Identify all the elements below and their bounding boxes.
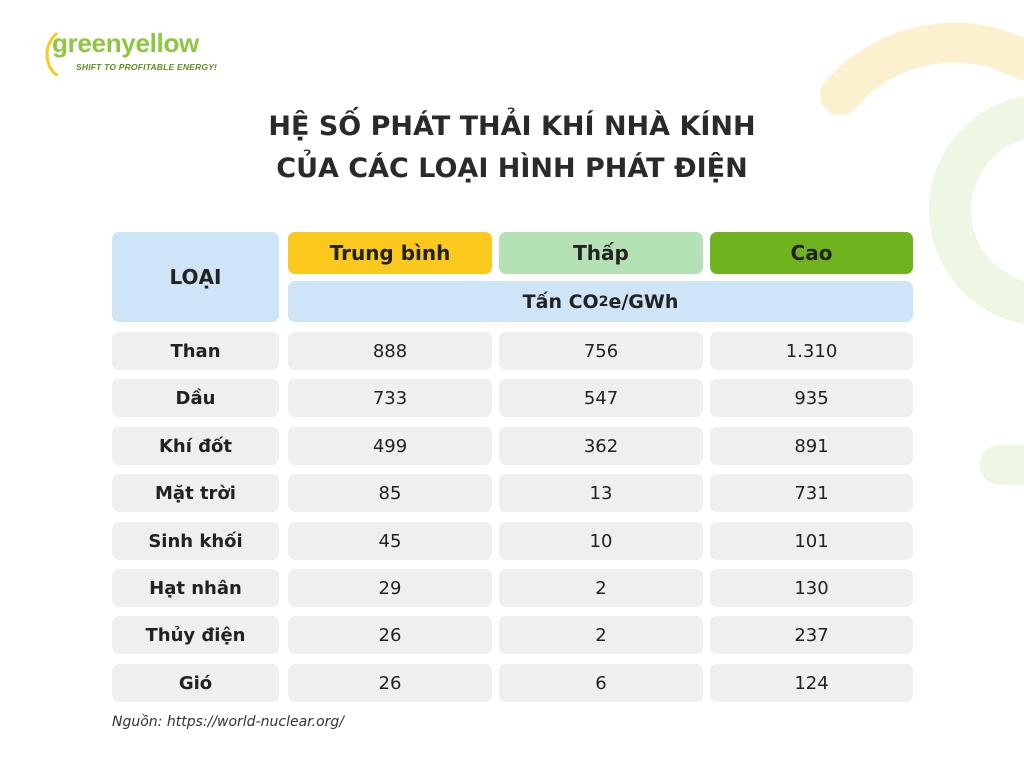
table-row-label: Gió [112, 664, 279, 702]
header-col-cao: Cao [710, 232, 913, 274]
table-cell: 547 [499, 379, 703, 417]
title-line-2: CỦA CÁC LOẠI HÌNH PHÁT ĐIỆN [276, 153, 748, 184]
table-cell: 499 [288, 427, 492, 465]
table-cell: 362 [499, 427, 703, 465]
table-cell: 6 [499, 664, 703, 702]
table-row-label: Than [112, 332, 279, 370]
table-cell: 13 [499, 474, 703, 512]
table-cell: 26 [288, 616, 492, 654]
unit-suffix: e/GWh [608, 290, 679, 313]
table-cell: 29 [288, 569, 492, 607]
table-cell: 1.310 [710, 332, 913, 370]
table-cell: 935 [710, 379, 913, 417]
table-cell: 85 [288, 474, 492, 512]
table-cell: 2 [499, 569, 703, 607]
table-cell: 101 [710, 522, 913, 560]
header-col-thap: Thấp [499, 232, 703, 274]
table-cell: 26 [288, 664, 492, 702]
table-cell: 733 [288, 379, 492, 417]
table-row-label: Hạt nhân [112, 569, 279, 607]
brand-logo[interactable] [44, 28, 244, 88]
table-cell: 2 [499, 616, 703, 654]
table-cell: 731 [710, 474, 913, 512]
table-row-label: Dầu [112, 379, 279, 417]
logo-wordmark: greenyellow [52, 28, 199, 58]
table-cell: 237 [710, 616, 913, 654]
table-row-label: Khí đốt [112, 427, 279, 465]
table-cell: 891 [710, 427, 913, 465]
header-type: LOẠI [112, 232, 279, 322]
table-cell: 130 [710, 569, 913, 607]
header-unit [288, 281, 913, 322]
table-row-label: Sinh khối [112, 522, 279, 560]
unit-subscript: 2 [598, 293, 609, 310]
table-row-label: Mặt trời [112, 474, 279, 512]
table-cell: 124 [710, 664, 913, 702]
source-note: Nguồn: https://world-nuclear.org/ [112, 714, 344, 730]
table-row-label: Thủy điện [112, 616, 279, 654]
table-cell: 10 [499, 522, 703, 560]
title-line-1: HỆ SỐ PHÁT THẢI KHÍ NHÀ KÍNH [268, 111, 756, 142]
table-cell: 756 [499, 332, 703, 370]
table-cell: 888 [288, 332, 492, 370]
table-cell: 45 [288, 522, 492, 560]
unit-prefix: Tấn CO [522, 290, 599, 313]
page-title [0, 106, 1024, 190]
header-col-trung-binh: Trung bình [288, 232, 492, 274]
logo-tagline: SHIFT TO PROFITABLE ENERGY! [76, 62, 218, 72]
